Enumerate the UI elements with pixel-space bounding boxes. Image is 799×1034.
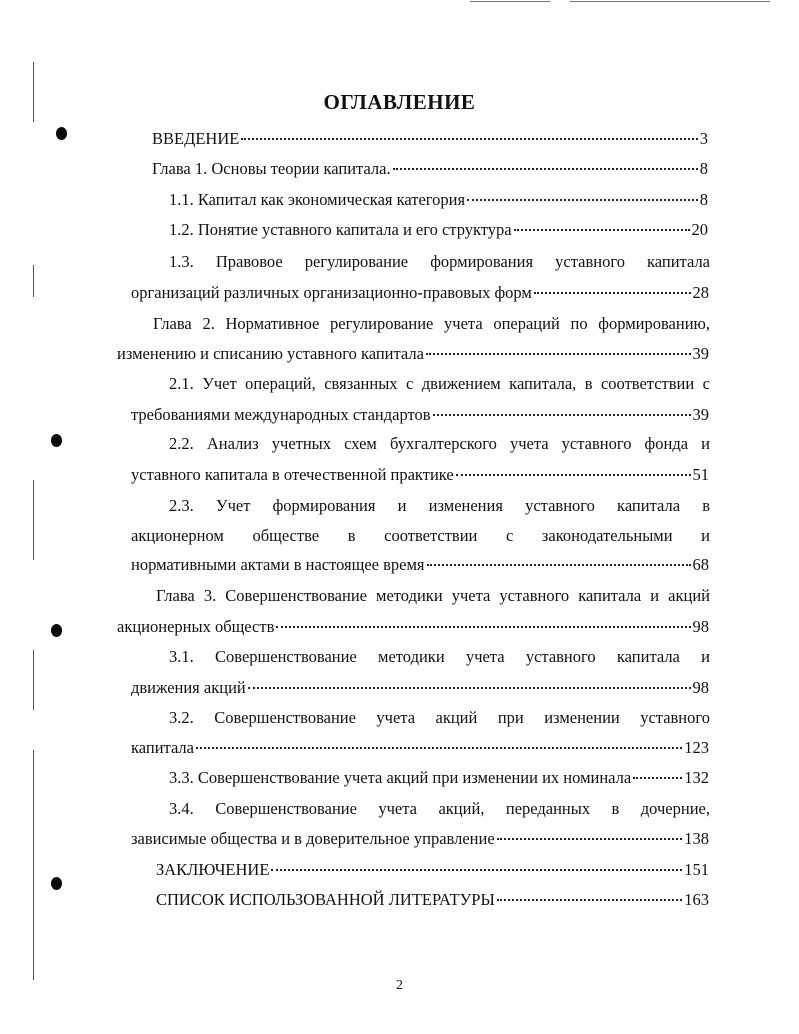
- toc-entry-page: 68: [692, 555, 709, 574]
- toc-entry-page: 132: [684, 768, 709, 787]
- toc-entry-text: 1.2. Понятие уставного капитала и его структура: [169, 220, 512, 239]
- toc-entry-page: 98: [692, 617, 709, 636]
- dot-leader: [241, 138, 697, 140]
- toc-entry-text: 1.1. Капитал как экономическая категория: [169, 190, 466, 209]
- toc-entry-page: 20: [691, 220, 708, 239]
- dot-leader: [633, 777, 682, 779]
- page-title: ОГЛАВЛЕНИЕ: [323, 90, 476, 114]
- scan-top-line: [570, 1, 770, 2]
- dot-leader: [514, 229, 690, 231]
- toc-entry-introduction[interactable]: [152, 129, 708, 149]
- toc-entry-section-3-1[interactable]: [131, 678, 709, 698]
- toc-entry-page: 8: [699, 159, 708, 178]
- toc-entry-chapter-2-line1[interactable]: Глава 2. Нормативное регулирование учета операций по формированию,: [153, 314, 710, 333]
- toc-entry-text: уставного капитала в отечественной практике: [131, 465, 454, 484]
- dot-leader: [467, 199, 698, 201]
- dot-leader: [497, 838, 683, 840]
- toc-entry-page: 28: [692, 283, 709, 302]
- toc-entry-text: движения акций: [131, 678, 246, 697]
- toc-entry-page: 98: [692, 678, 709, 697]
- toc-entry-page: 138: [684, 829, 709, 848]
- toc-entry-section-3-4[interactable]: [131, 829, 709, 849]
- toc-entry-chapter-3-line1[interactable]: Глава 3. Совершенствование методики учета уставного капитала и акций: [156, 586, 710, 605]
- toc-entry-page: 163: [684, 890, 709, 909]
- dot-leader: [427, 564, 691, 566]
- toc-entry-page: 123: [684, 738, 709, 757]
- toc-entry-chapter-3[interactable]: [117, 617, 709, 637]
- scan-left-margin-line: [33, 650, 34, 710]
- toc-entry-section-3-2[interactable]: [131, 738, 709, 758]
- toc-entry-text: организаций различных организационно-правовых форм: [131, 283, 532, 302]
- toc-entry-text: зависимые общества и в доверительное управление: [131, 829, 495, 848]
- dot-leader: [248, 687, 691, 689]
- toc-entry-page: 151: [684, 860, 709, 879]
- toc-entry-text: СПИСОК ИСПОЛЬЗОВАННОЙ ЛИТЕРАТУРЫ: [156, 890, 495, 909]
- toc-entry-section-3-3[interactable]: [169, 768, 709, 788]
- dot-leader: [433, 414, 691, 416]
- toc-entry-chapter-2[interactable]: [117, 344, 709, 364]
- binder-hole-mark: [51, 624, 62, 637]
- toc-entry-text: нормативными актами в настоящее время: [131, 555, 425, 574]
- toc-entry-page: 51: [692, 465, 709, 484]
- toc-entry-text: капитала: [131, 738, 194, 757]
- scan-left-margin-line: [33, 480, 34, 560]
- toc-entry-page: 3: [699, 129, 708, 148]
- dot-leader: [426, 353, 691, 355]
- toc-entry-page: 39: [692, 344, 709, 363]
- dot-leader: [276, 626, 690, 628]
- toc-entry-page: 39: [692, 405, 709, 424]
- toc-entry-section-2-2-line1[interactable]: 2.2. Анализ учетных схем бухгалтерского учета уставного фонда и: [169, 434, 710, 453]
- binder-hole-mark: [51, 877, 62, 890]
- toc-entry-section-3-1-line1[interactable]: 3.1. Совершенствование методики учета уставного капитала и: [169, 647, 710, 666]
- toc-entry-section-2-1-line1[interactable]: 2.1. Учет операций, связанных с движением капитала, в соответствии с: [169, 374, 710, 393]
- binder-hole-mark: [56, 127, 67, 140]
- scan-left-margin-line: [33, 265, 34, 297]
- toc-entry-section-1-1[interactable]: [169, 190, 708, 210]
- toc-entry-section-2-3-line2[interactable]: акционерном обществе в соответствии с законодательными и: [131, 526, 710, 545]
- toc-entry-section-1-3[interactable]: [131, 283, 709, 303]
- dot-leader: [534, 292, 691, 294]
- toc-entry-text: требованиями международных стандартов: [131, 405, 431, 424]
- dot-leader: [456, 474, 691, 476]
- toc-entry-text: акционерных обществ: [117, 617, 275, 636]
- dot-leader: [271, 869, 682, 871]
- toc-entry-section-3-4-line1[interactable]: 3.4. Совершенствование учета акций, переданных в дочерние,: [169, 799, 710, 818]
- toc-entry-section-1-2[interactable]: [169, 220, 708, 240]
- page-number: 2: [396, 978, 403, 993]
- toc-entry-section-3-2-line1[interactable]: 3.2. Совершенствование учета акций при изменении уставного: [169, 708, 710, 727]
- dot-leader: [497, 899, 682, 901]
- binder-hole-mark: [51, 434, 62, 447]
- scan-left-margin-line: [33, 750, 34, 980]
- toc-entry-text: изменению и списанию уставного капитала: [117, 344, 424, 363]
- dot-leader: [196, 747, 682, 749]
- toc-entry-bibliography[interactable]: [156, 890, 709, 910]
- toc-entry-section-2-1[interactable]: [131, 405, 709, 425]
- toc-entry-conclusion[interactable]: [156, 860, 709, 880]
- dot-leader: [393, 168, 698, 170]
- toc-entry-section-2-2[interactable]: [131, 465, 709, 485]
- toc-entry-section-1-3-line1[interactable]: 1.3. Правовое регулирование формирования уставного капитала: [169, 252, 710, 271]
- toc-entry-section-2-3[interactable]: [131, 555, 709, 575]
- toc-entry-text: ВВЕДЕНИЕ: [152, 129, 240, 148]
- toc-entry-page: 8: [699, 190, 708, 209]
- scan-top-line: [470, 1, 550, 2]
- toc-entry-text: Глава 1. Основы теории капитала.: [152, 159, 391, 178]
- toc-entry-text: 3.3. Совершенствование учета акций при изменении их номинала: [169, 768, 632, 787]
- toc-entry-section-2-3-line1[interactable]: 2.3. Учет формирования и изменения уставного капитала в: [169, 496, 710, 515]
- toc-entry-text: ЗАКЛЮЧЕНИЕ: [156, 860, 270, 879]
- toc-entry-chapter-1[interactable]: [152, 159, 708, 179]
